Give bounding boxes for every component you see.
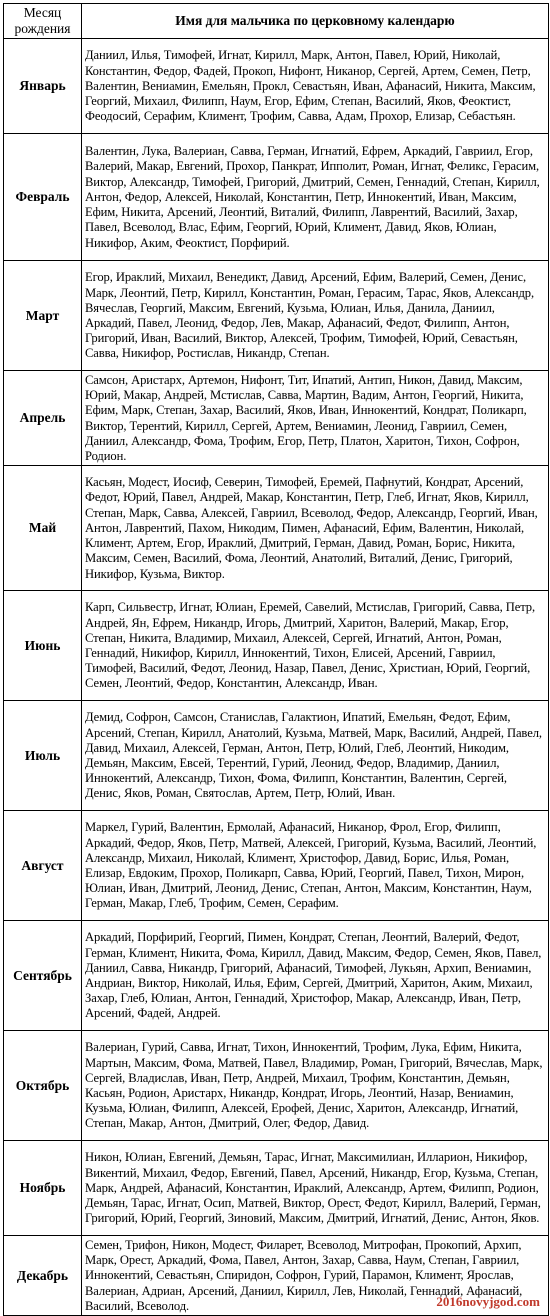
table-row: [4, 1031, 549, 1141]
names-cell: Егор, Ираклий, Михаил, Венедикт, Давид, Арсений, Ефим, Валерий, Семен, Денис, Марк, Леонтий, Петр, Кирилл, Константин, Роман, Герасим, Тарас, Яков, Александр, Вячеслав, Георгий, Максим, Евгений, Кузьма, Юлиан, Илья, Данила, Даниил, Аркадий, Павел, Леонид, Федор, Лев, Макар, Афанасий, Федот, Филипп, Антон, Григорий, Иван, Василий, Виктор, Алексей, Трофим, Тимофей, Юрий, Севастьян, Савва, Никифор, Ростислав, Никандр, Степан.: [82, 261, 549, 371]
table-row: [4, 371, 549, 466]
table-row: [4, 591, 549, 701]
month-column-header: Месяц рождения: [4, 4, 82, 39]
names-cell: Самсон, Аристарх, Артемон, Нифонт, Тит, Ипатий, Антип, Никон, Давид, Максим, Юрий, Макар, Андрей, Мстислав, Савва, Мартин, Вадим, Антон, Георгий, Никита, Ефим, Марк, Степан, Захар, Василий, Яков, Иван, Иннокентий, Кондрат, Поликарп, Виктор, Терентий, Кирилл, Сергей, Артем, Вениамин, Леонид, Гавриил, Семен, Даниил, Александр, Фома, Трофим, Егор, Петр, Платон, Харитон, Тихон, Софрон, Родион.: [82, 371, 549, 466]
month-cell: Сентябрь: [4, 921, 82, 1031]
table-row: [4, 466, 549, 591]
table-row: [4, 1141, 549, 1236]
month-cell: Январь: [4, 39, 82, 134]
table-row: [4, 134, 549, 261]
month-cell: Апрель: [4, 371, 82, 466]
names-cell: Валентин, Лука, Валериан, Савва, Герман, Игнатий, Ефрем, Аркадий, Гавриил, Егор, Валерий, Макар, Евгений, Прохор, Панкрат, Ипполит, Роман, Игнат, Феликс, Герасим, Виктор, Александр, Тимофей, Григорий, Дмитрий, Семен, Геннадий, Степан, Кирилл, Антон, Федор, Алексей, Николай, Константин, Петр, Иннокентий, Иван, Максим, Ефим, Никита, Арсений, Леонтий, Виталий, Филипп, Лаврентий, Василий, Захар, Павел, Всеволод, Влас, Ефим, Георгий, Юрий, Климент, Давид, Яков, Юлиан, Никифор, Аким, Феоктист, Порфирий.: [82, 134, 549, 261]
month-cell: Февраль: [4, 134, 82, 261]
table-row: [4, 39, 549, 134]
month-cell: Май: [4, 466, 82, 591]
table-row: [4, 701, 549, 811]
month-cell: Декабрь: [4, 1236, 82, 1316]
names-cell: Семен, Трифон, Никон, Модест, Филарет, Всеволод, Митрофан, Прокопий, Архип, Марк, Орест, Аркадий, Фома, Павел, Антон, Захар, Савва, Наум, Степан, Гавриил, Иннокентий, Севастьян, Спиридон, Софрон, Гурий, Парамон, Климент, Ярослав, Валериан, Адриан, Арсений, Даниил, Кирилл, Лев, Николай, Геннадий, Афанасий, Василий, Всеволод.: [82, 1236, 549, 1316]
table-row: [4, 261, 549, 371]
names-cell: Маркел, Гурий, Валентин, Ермолай, Афанасий, Никанор, Фрол, Егор, Филипп, Аркадий, Федор, Яков, Петр, Матвей, Алексей, Григорий, Кузьма, Василий, Леонтий, Александр, Михаил, Николай, Климент, Христофор, Давид, Борис, Илья, Роман, Елизар, Евдоким, Прохор, Поликарп, Савва, Юрий, Георгий, Павел, Тихон, Мирон, Юлиан, Иван, Дмитрий, Леонид, Денис, Степан, Антон, Максим, Константин, Наум, Герман, Макар, Глеб, Трофим, Семен, Серафим.: [82, 811, 549, 921]
names-cell: Аркадий, Порфирий, Георгий, Пимен, Кондрат, Степан, Леонтий, Валерий, Федот, Герман, Климент, Никита, Фома, Кирилл, Давид, Максим, Федор, Семен, Яков, Павел, Даниил, Савва, Никандр, Григорий, Афанасий, Тимофей, Лукьян, Архип, Вениамин, Андриан, Виктор, Николай, Илья, Ефим, Сергей, Дмитрий, Харитон, Аким, Михаил, Захар, Глеб, Юлиан, Антон, Геннадий, Христофор, Макар, Александр, Иван, Петр, Арсений, Фадей, Андрей.: [82, 921, 549, 1031]
month-cell: Июнь: [4, 591, 82, 701]
table-row: [4, 921, 549, 1031]
names-cell: Даниил, Илья, Тимофей, Игнат, Кирилл, Марк, Антон, Павел, Юрий, Николай, Константин, Федор, Фадей, Прокоп, Нифонт, Никанор, Сергей, Артем, Семен, Петр, Валентин, Вениамин, Емельян, Прокл, Севастьян, Иван, Афанасий, Никита, Максим, Георгий, Михаил, Филипп, Наум, Егор, Ефим, Степан, Василий, Яков, Феоктист, Феодосий, Серафим, Климент, Трофим, Савва, Адам, Прохор, Елизар, Себастьян.: [82, 39, 549, 134]
month-cell: Октябрь: [4, 1031, 82, 1141]
month-cell: Август: [4, 811, 82, 921]
month-cell: Март: [4, 261, 82, 371]
names-cell: Валериан, Гурий, Савва, Игнат, Тихон, Иннокентий, Трофим, Лука, Ефим, Никита, Мартын, Максим, Фома, Матвей, Павел, Владимир, Роман, Григорий, Вячеслав, Марк, Сергей, Владислав, Иван, Петр, Андрей, Михаил, Трофим, Константин, Демьян, Касьян, Родион, Аристарх, Никандр, Кондрат, Игорь, Леонтий, Назар, Вениамин, Кузьма, Юлиан, Филипп, Алексей, Ерофей, Денис, Харитон, Александр, Игнатий, Степан, Макар, Антон, Дмитрий, Олег, Федор, Давид.: [82, 1031, 549, 1141]
watermark: 2016novyjgod.com: [436, 1294, 540, 1309]
month-cell: Ноябрь: [4, 1141, 82, 1236]
table-row: [4, 811, 549, 921]
names-cell: Никон, Юлиан, Евгений, Демьян, Тарас, Игнат, Максимилиан, Илларион, Никифор, Викентий, Михаил, Федор, Евгений, Павел, Арсений, Никандр, Егор, Кузьма, Степан, Марк, Андрей, Афанасий, Константин, Ираклий, Александр, Артем, Филипп, Родион, Демьян, Тарас, Игнат, Осип, Матвей, Виктор, Орест, Федот, Кирилл, Валерий, Герман, Григорий, Юрий, Георгий, Зиновий, Максим, Дмитрий, Игнатий, Денис, Антон, Яков.: [82, 1141, 549, 1236]
table-header-row: [4, 4, 549, 39]
names-table: [3, 3, 549, 1316]
names-cell: Карп, Сильвестр, Игнат, Юлиан, Еремей, Савелий, Мстислав, Григорий, Савва, Петр, Андрей, Ян, Ефрем, Никандр, Игорь, Дмитрий, Харитон, Валерий, Макар, Егор, Степан, Никита, Владимир, Михаил, Алексей, Сергей, Игнатий, Антон, Роман, Геннадий, Никифор, Кирилл, Иннокентий, Тихон, Елисей, Арсений, Гавриил, Тимофей, Василий, Федот, Леонид, Назар, Павел, Денис, Христиан, Юрий, Георгий, Семен, Леонтий, Федор, Константин, Александр, Иван.: [82, 591, 549, 701]
names-column-header: Имя для мальчика по церковному календарю: [82, 4, 549, 39]
names-cell: Демид, Софрон, Самсон, Станислав, Галактион, Ипатий, Емельян, Федот, Ефим, Арсений, Степан, Кирилл, Анатолий, Кузьма, Матвей, Марк, Василий, Андрей, Павел, Давид, Михаил, Алексей, Герман, Антон, Петр, Юлий, Глеб, Леонтий, Никодим, Демьян, Максим, Евсей, Терентий, Гурий, Леонид, Федор, Владимир, Даниил, Иннокентий, Александр, Тихон, Фома, Филипп, Константин, Валентин, Сергей, Денис, Яков, Роман, Святослав, Артем, Петр, Юлий, Иван.: [82, 701, 549, 811]
names-cell: Касьян, Модест, Иосиф, Северин, Тимофей, Еремей, Пафнутий, Кондрат, Арсений, Федот, Юрий, Павел, Андрей, Макар, Константин, Петр, Глеб, Игнат, Яков, Кирилл, Степан, Марк, Савва, Алексей, Гавриил, Всеволод, Федор, Александр, Георгий, Иван, Антон, Лаврентий, Пахом, Никодим, Пимен, Афанасий, Ефим, Валентин, Николай, Климент, Артем, Егор, Ираклий, Дмитрий, Герман, Давид, Роман, Борис, Никита, Максим, Семен, Василий, Фома, Леонтий, Анатолий, Виталий, Денис, Григорий, Никифор, Кузьма, Виктор.: [82, 466, 549, 591]
month-cell: Июль: [4, 701, 82, 811]
